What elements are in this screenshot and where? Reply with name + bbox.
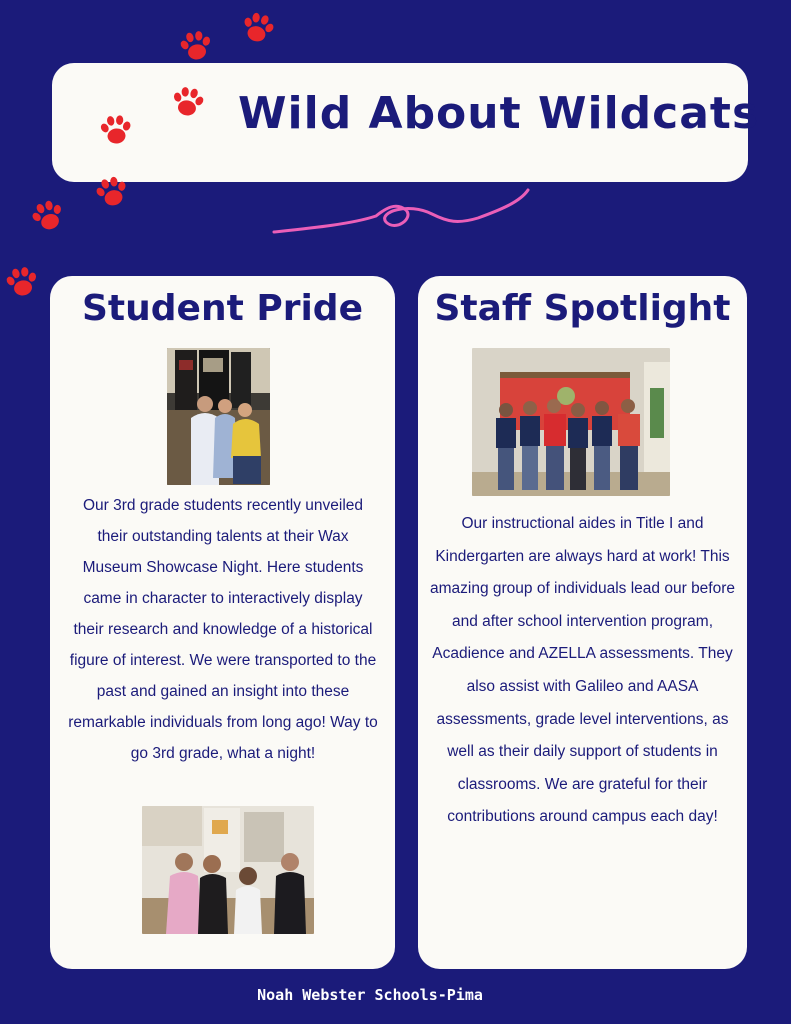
wax-museum-photo-1 <box>167 348 270 485</box>
footer-school-name: Noah Webster Schools-Pima <box>257 986 483 1004</box>
paw-print-icon <box>167 81 209 123</box>
paw-print-icon <box>1 261 43 303</box>
squiggle-decoration <box>272 188 534 246</box>
student-pride-heading: Student Pride <box>82 288 363 329</box>
staff-group-photo <box>472 348 670 496</box>
paw-print-icon <box>96 110 135 149</box>
wax-museum-photo-2 <box>142 806 314 934</box>
paw-print-icon <box>25 193 71 239</box>
paw-print-icon <box>175 25 217 67</box>
paw-print-icon <box>236 6 280 50</box>
page-title: Wild About Wildcats <box>238 88 760 139</box>
student-pride-text: Our 3rd grade students recently unveiled their outstanding talents at their Wax Museum Showcase Night. Here students came in character to interactively display their research and knowledge of a historical figure of interest. We were transported to the past and gained an insight into these remarkable individuals from long ago! Way to go 3rd grade, what a night! <box>68 497 378 762</box>
staff-spotlight-card <box>418 276 747 969</box>
staff-spotlight-heading: Staff Spotlight <box>434 288 731 329</box>
staff-spotlight-text: Our instructional aides in Title I and Kindergarten are always hard at work! This amazing group of individuals lead our before and after school intervention program, Acadience and AZELLA assessments. They also assist with Galileo and AASA assessments, grade level interventions, as well as their daily support of students in classrooms. We are grateful for their contributions around campus each day! <box>429 515 736 826</box>
student-pride-card <box>50 276 395 969</box>
